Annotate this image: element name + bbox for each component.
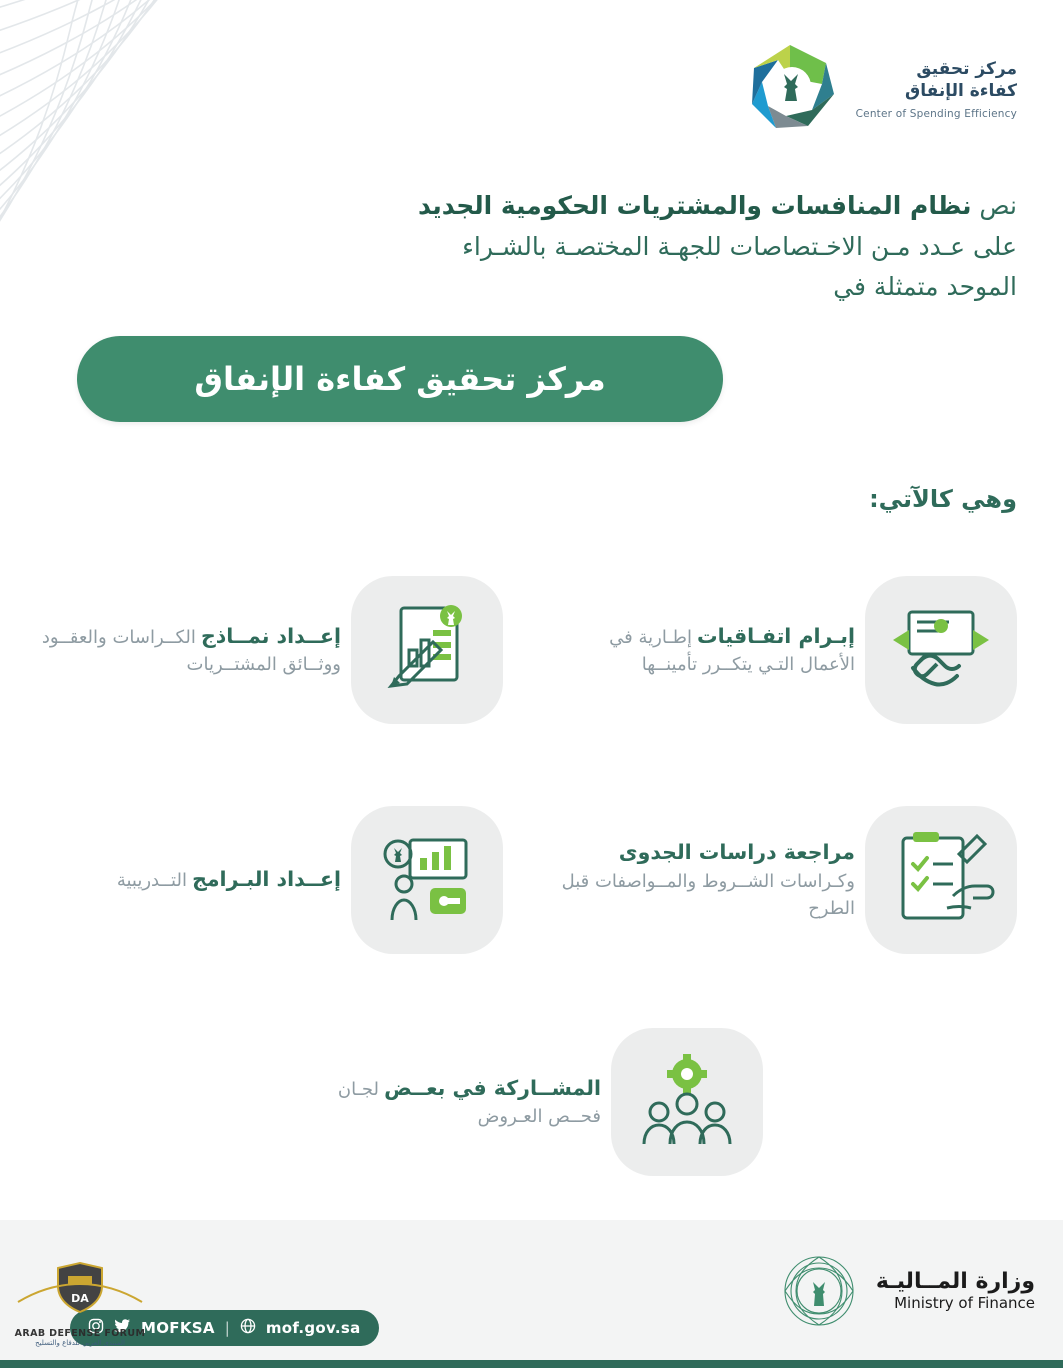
cse-logo-icon (738, 38, 842, 142)
watermark-subtitle: المنتدى العربي للدفاع والتسليح (35, 1339, 125, 1347)
svg-text:DA: DA (71, 1292, 89, 1305)
document-chart-pencil-icon (351, 576, 503, 724)
highlight-pill-label: مركز تحقيق كفاءة الإنفاق (194, 360, 606, 398)
brand-logo (738, 38, 1017, 142)
items-grid (0, 566, 1063, 1166)
item-title: مراجعة دراسات الجدوى (618, 840, 855, 865)
item-title: إعــداد نمــاذج (200, 623, 341, 648)
team-gear-icon (611, 1028, 763, 1176)
presentation-person-icon (351, 806, 503, 954)
item-agreements (555, 576, 1017, 724)
item-desc: الكــراسات والعقــود ووثــائق المشتــريات (41, 626, 341, 676)
item-title: المشــاركة في بعــض (384, 1075, 601, 1100)
social-handle[interactable]: MOFKSA (141, 1319, 215, 1337)
item-training (41, 806, 503, 954)
headline-bold: نظام المنافسات والمشتريات الحكومية الجديد (417, 191, 972, 220)
footer (0, 1220, 1063, 1368)
ministry-name-english: Ministry of Finance (894, 1294, 1035, 1313)
headline-line-2: على عـدد مـن الاخـتصاصات للجهـة المختصـة بالشـراء (462, 231, 1017, 261)
mof-emblem-icon (776, 1248, 862, 1334)
logo-arabic-line1: مركز تحقيق (916, 59, 1017, 80)
footer-accent-bar (0, 1360, 1063, 1368)
section-subtitle: وهي كالآتي: (869, 485, 1017, 513)
headline-prefix: نص (971, 191, 1017, 220)
ministry-of-finance-logo (776, 1248, 1035, 1334)
headline-line-3: الموحد متمثلة في (833, 272, 1017, 301)
page-title (277, 186, 1017, 308)
item-desc: إطـارية في الأعمال التـي يتكــرر تأمينــها (609, 626, 855, 676)
item-title: إعــداد البـرامج (192, 867, 341, 892)
handshake-document-icon (865, 576, 1017, 724)
globe-icon[interactable] (240, 1318, 256, 1338)
ministry-name-arabic: وزارة المــاليـة (875, 1268, 1035, 1294)
logo-arabic-line2: كفاءة الإنفاق (905, 80, 1017, 101)
contact-separator: | (224, 1319, 230, 1337)
logo-english: Center of Spending Efficiency (855, 107, 1017, 120)
item-committees (301, 1028, 763, 1176)
headline-line-1 (277, 186, 1017, 227)
checklist-hand-icon (865, 806, 1017, 954)
item-feasibility (555, 806, 1017, 954)
item-desc: لجـان فحــص العـروض (337, 1078, 601, 1128)
item-desc: التــدريبية (116, 870, 187, 892)
watermark-title: ARAB DEFENSE FORUM (14, 1328, 146, 1339)
highlight-pill (77, 336, 723, 422)
item-desc: وكـراسات الشــروط والمــواصفات قبل الطرح (561, 870, 855, 919)
item-models (41, 576, 503, 724)
forum-watermark (10, 1262, 150, 1358)
website-url[interactable]: mof.gov.sa (265, 1319, 361, 1337)
item-title: إبـرام اتفـاقيات (697, 623, 855, 648)
